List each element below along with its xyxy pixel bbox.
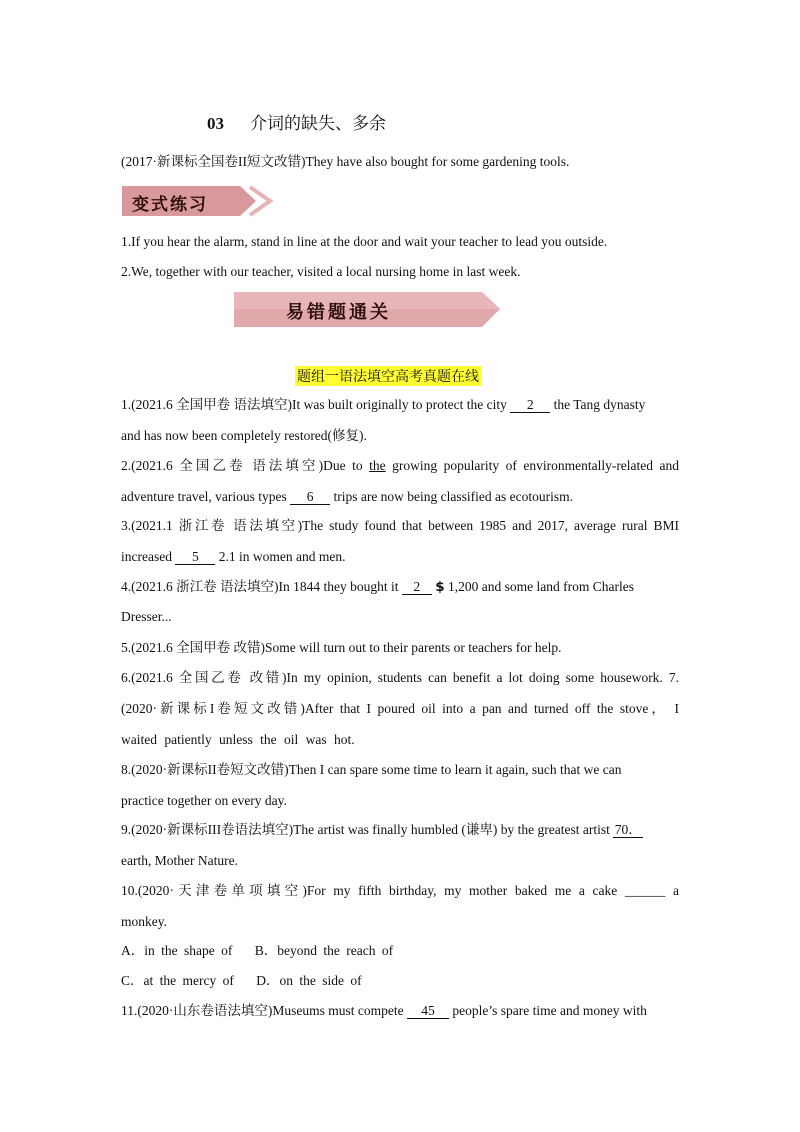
question-1: 1.(2021.6 全国甲卷 语法填空)It was built originally to protect the city 2 the Tang dynasty [121,397,646,412]
question-10-cont: monkey. [121,914,167,929]
question-9-cont: earth, Mother Nature. [121,853,238,868]
question-11: 11.(2020·山东卷语法填空)Museums must compete 45 people’s spare time and money with [121,1003,647,1018]
group-title: 题组一语法填空高考真题在线 [295,366,481,386]
error-banner-label: 易错题通关 [286,302,391,323]
question-1-cont: and has now been completely restored(修复). [121,428,367,443]
answer-blank: 6 [290,489,330,505]
practice-item: 2.We, together with our teacher, visited a local nursing home in last week. [121,264,521,279]
question-5: 5.(2021.6 全国甲卷 改错)Some will turn out to their parents or teachers for help. [121,640,562,655]
question-7: (2020·新课标I卷短文改错)After that I poured oil into a pan and turned off the stove， I [121,701,679,716]
answer-blank: 2 [510,397,550,413]
option-d: D．on the side of [256,973,362,988]
answer-blank: 2 [402,579,432,595]
section-heading [207,109,386,134]
answer-blank: 5 [175,549,215,565]
option-b: B．beyond the reach of [254,943,394,958]
question-3: 3.(2021.1 浙江卷 语法填空)The study found that between 1985 and 2017, average rural BMI [121,518,679,533]
question-4-cont: Dresser... [121,609,172,624]
practice-item: 1.If you hear the alarm, stand in line at the door and wait your teacher to lead you outside. [121,234,608,249]
question-4: 4.(2021.6 浙江卷 语法填空)In 1844 they bought it 2 $ 1,200 and some land from Charles [121,579,634,595]
practice-banner-label: 变式练习 [132,195,208,215]
section-number: 03 [207,114,224,133]
practice-banner [122,184,274,220]
section-title: 介词的缺失、多余 [250,114,386,133]
question-7-cont: waited patiently unless the oil was hot. [121,732,355,747]
question-10-options-row2 [121,972,362,990]
question-6: 6.(2021.6 全国乙卷 改错)In my opinion, students can benefit a lot doing some housework. 7. [121,670,679,685]
question-2: 2.(2021.6 全国乙卷 语法填空)Due to the growing popularity of environmentally-related and [121,458,680,473]
example-sentence: (2017·新课标全国卷II短文改错)They have also bought for some gardening tools. [121,154,570,169]
question-2-cont: adventure travel, various types 6 trips are now being classified as ecotourism. [121,489,574,504]
option-c: C．at the mercy of [121,973,234,988]
question-10: 10.(2020·天津卷单项填空)For my fifth birthday, my mother baked me a cake ______ a [121,883,679,898]
answer-blank: 45 [407,1003,449,1019]
error-banner [232,290,504,330]
answer-blank: 70． [614,822,642,837]
dollar-sign: $ [435,579,445,595]
question-10-options-row1 [121,942,393,960]
question-8-cont: practice together on every day. [121,793,287,808]
question-9: 9.(2020·新课标III卷语法填空)The artist was finally humbled (谦卑) by the greatest artist 70． [121,822,642,837]
question-3-cont: increased 5 2.1 in women and men. [121,549,346,564]
option-a: A．in the shape of [121,943,233,958]
question-8: 8.(2020·新课标II卷短文改错)Then I can spare some time to learn it again, such that we can [121,762,622,777]
